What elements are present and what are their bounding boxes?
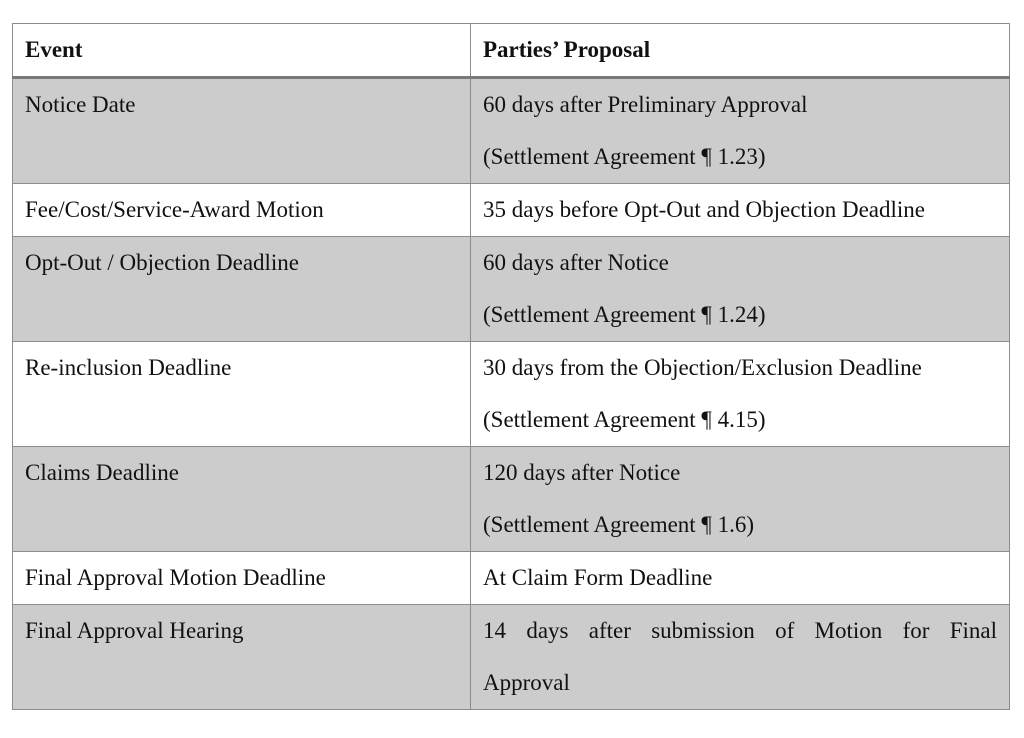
table-row-fee-motion bbox=[13, 184, 1010, 237]
proposal-line: 14 days after submission of Motion for Final bbox=[483, 618, 997, 643]
proposal-cell bbox=[471, 237, 1010, 342]
proposal-cell bbox=[471, 605, 1010, 710]
proposal-citation: (Settlement Agreement ¶ 1.24) bbox=[483, 302, 766, 327]
proposal-cell bbox=[471, 78, 1010, 184]
header-event: Event bbox=[13, 24, 471, 78]
proposal-line: 60 days after Preliminary Approval bbox=[483, 92, 808, 117]
table-row-re-inclusion-deadline bbox=[13, 342, 1010, 447]
event-cell: Re-inclusion Deadline bbox=[13, 342, 471, 447]
table-row-final-approval-motion bbox=[13, 552, 1010, 605]
proposal-cell bbox=[471, 184, 1010, 237]
table-row-claims-deadline bbox=[13, 447, 1010, 552]
table-row-opt-out-deadline bbox=[13, 237, 1010, 342]
proposal-cell bbox=[471, 342, 1010, 447]
event-cell: Final Approval Hearing bbox=[13, 605, 471, 710]
table-header-row bbox=[13, 24, 1010, 78]
proposal-citation: (Settlement Agreement ¶ 4.15) bbox=[483, 407, 766, 432]
proposal-cell bbox=[471, 552, 1010, 605]
proposal-line: 35 days before Opt-Out and Objection Deadline bbox=[483, 197, 925, 222]
proposal-cell bbox=[471, 447, 1010, 552]
proposal-line: 120 days after Notice bbox=[483, 460, 681, 485]
event-cell: Final Approval Motion Deadline bbox=[13, 552, 471, 605]
proposal-line-continued: Approval bbox=[483, 670, 570, 695]
proposal-citation: (Settlement Agreement ¶ 1.6) bbox=[483, 512, 755, 537]
event-cell: Fee/Cost/Service-Award Motion bbox=[13, 184, 471, 237]
event-cell: Notice Date bbox=[13, 78, 471, 184]
proposal-citation: (Settlement Agreement ¶ 1.23) bbox=[483, 144, 766, 169]
table-row-notice-date bbox=[13, 78, 1010, 184]
proposal-line: At Claim Form Deadline bbox=[483, 565, 713, 590]
table-row-final-approval-hearing bbox=[13, 605, 1010, 710]
proposal-line: 30 days from the Objection/Exclusion Deadline bbox=[483, 355, 922, 380]
header-parties-proposal: Parties’ Proposal bbox=[471, 24, 1010, 78]
event-cell: Opt-Out / Objection Deadline bbox=[13, 237, 471, 342]
proposal-line: 60 days after Notice bbox=[483, 250, 669, 275]
event-cell: Claims Deadline bbox=[13, 447, 471, 552]
schedule-table bbox=[12, 23, 1010, 710]
